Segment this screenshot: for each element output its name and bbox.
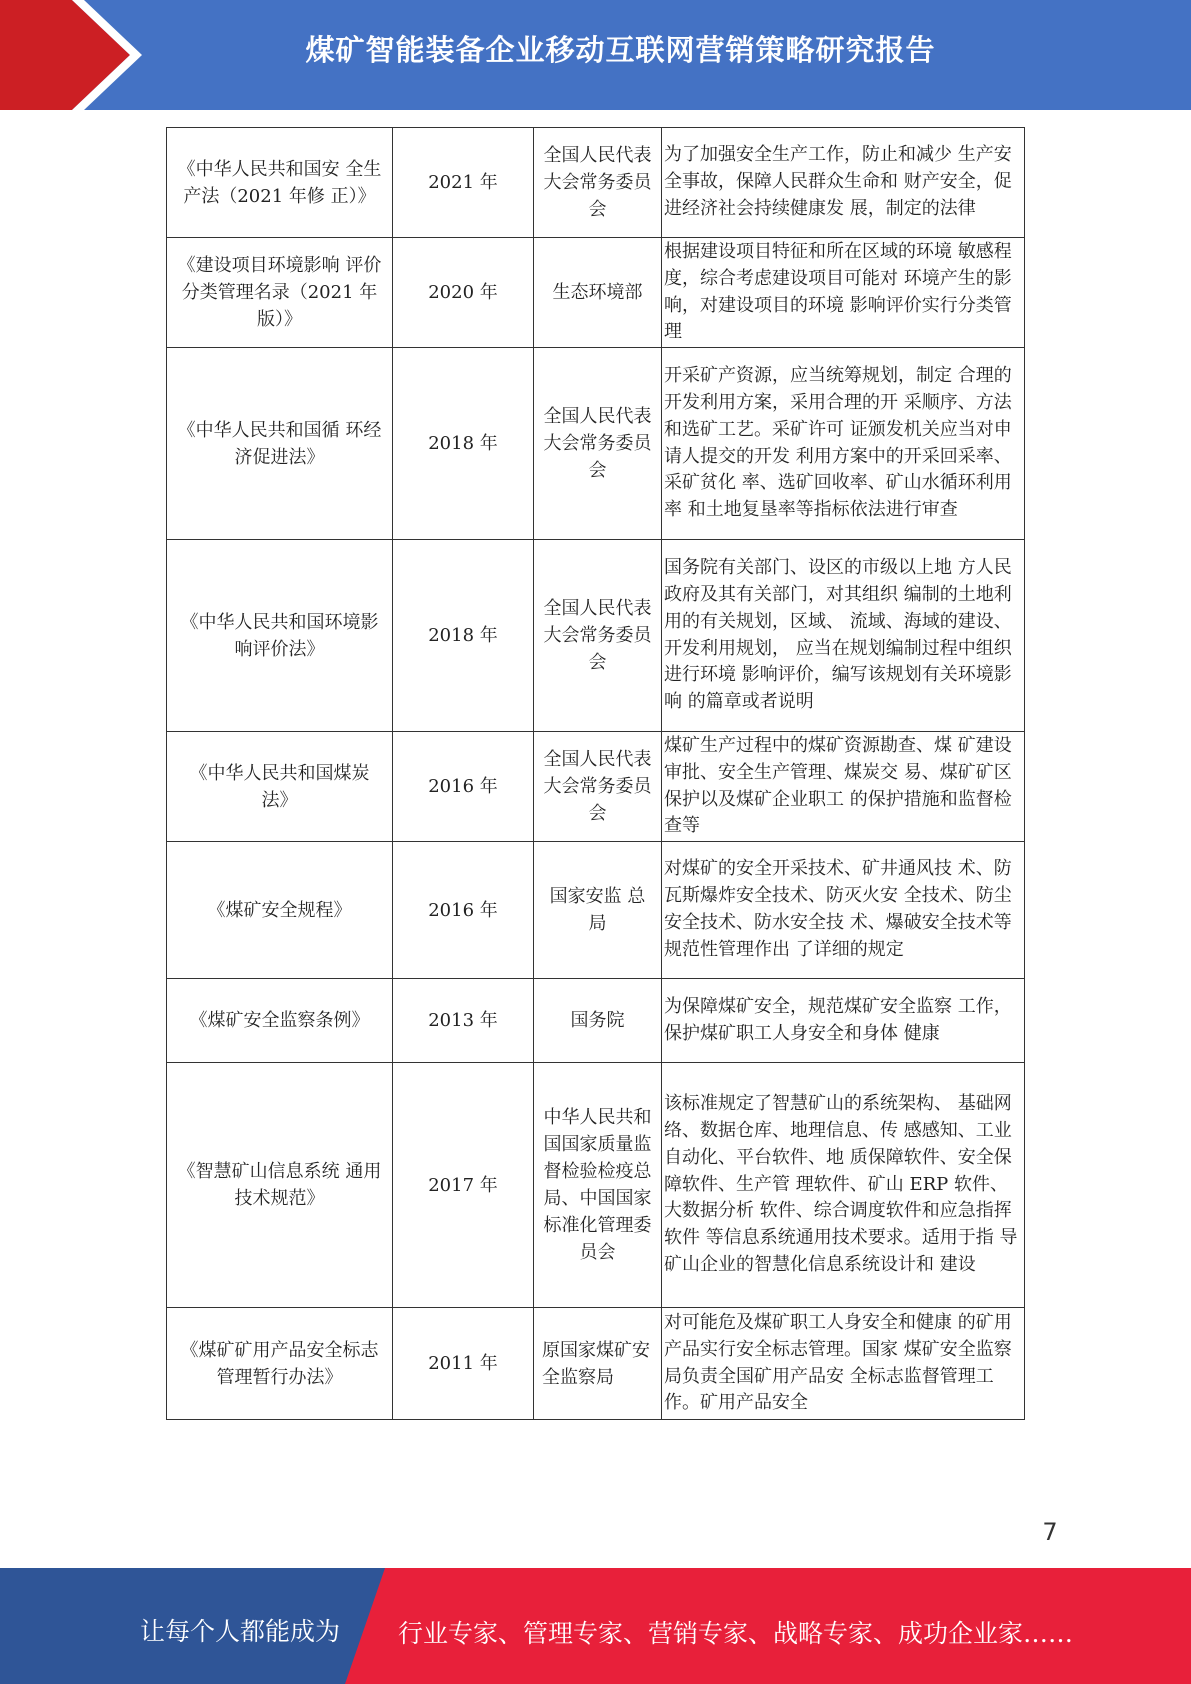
report-title: 煤矿智能装备企业移动互联网营销策略研究报告 [305,33,936,67]
table-row [167,1308,1025,1420]
law-issuer: 国家安监 总局 [534,842,662,979]
law-name: 《中华人民共和国煤炭法》 [167,732,393,842]
law-issuer: 全国人民代表大会常务委员会 [534,732,662,842]
law-name: 《煤矿矿用产品安全标志管理暂行办法》 [167,1308,393,1420]
table-row [167,1063,1025,1308]
law-description: 国务院有关部门、设区的市级以上地 方人民政府及其有关部门，对其组织 编制的土地利用的有关规划，区域、 流域、海域的建设、开发利用规划， 应当在规划编制过程中组织进行环境 影响评价，编写该规划有关环境影响 的篇章或者说明 [662,540,1025,732]
table-row [167,979,1025,1063]
law-name: 《煤矿安全规程》 [167,842,393,979]
law-issuer: 国务院 [534,979,662,1063]
header-arrow-decoration [0,0,160,110]
law-year: 2018 年 [393,540,534,732]
law-issuer: 全国人民代表大会常务委员会 [534,348,662,540]
law-description: 为保障煤矿安全，规范煤矿安全监察 工作，保护煤矿职工人身安全和身体 健康 [662,979,1025,1063]
law-description: 煤矿生产过程中的煤矿资源勘查、煤 矿建设审批、安全生产管理、煤炭交 易、煤矿矿区保护以及煤矿企业职工 的保护措施和监督检查等 [662,732,1025,842]
law-description: 开采矿产资源，应当统筹规划，制定 合理的开发利用方案，采用合理的开 采顺序、方法和选矿工艺。采矿许可 证颁发机关应当对申请人提交的开发 利用方案中的开采回采率、采矿贫化 率、选矿回收率、矿山水循环利用率 和土地复垦率等指标依法进行审查 [662,348,1025,540]
law-issuer: 中华人民共和国国家质量监督检验检疫总局、中国国家标准化管理委员会 [534,1063,662,1308]
table-row [167,540,1025,732]
law-issuer: 全国人民代表大会常务委员会 [534,540,662,732]
law-issuer: 全国人民代表大会常务委员会 [534,128,662,238]
law-name: 《煤矿安全监察条例》 [167,979,393,1063]
table-row [167,128,1025,238]
law-description: 为了加强安全生产工作，防止和减少 生产安全事故，保障人民群众生命和 财产安全，促进经济社会持续健康发 展，制定的法律 [662,128,1025,238]
law-year: 2017 年 [393,1063,534,1308]
law-name: 《中华人民共和国环境影响评价法》 [167,540,393,732]
law-issuer: 生态环境部 [534,238,662,348]
page-footer [0,1568,1191,1684]
law-issuer: 原国家煤矿安全监察局 [534,1308,662,1420]
law-name: 《中华人民共和国安 全生产法（2021 年修 正）》 [167,128,393,238]
law-name: 《中华人民共和国循 环经济促进法》 [167,348,393,540]
law-description: 根据建设项目特征和所在区域的环境 敏感程度，综合考虑建设项目可能对 环境产生的影响，对建设项目的环境 影响评价实行分类管理 [662,238,1025,348]
table-row [167,238,1025,348]
table-row [167,348,1025,540]
law-year: 2020 年 [393,238,534,348]
regulations-table [166,127,1024,1420]
law-year: 2018 年 [393,348,534,540]
law-description: 该标准规定了智慧矿山的系统架构、 基础网络、数据仓库、地理信息、传 感感知、工业自动化、平台软件、地 质保障软件、安全保障软件、生产管 理软件、矿山 ERP 软件、大数据分析 软件、综合调度软件和应急指挥软件 等信息系统通用技术要求。适用于指 导矿山企业的智慧化信息系统设计和 建设 [662,1063,1025,1308]
law-year: 2011 年 [393,1308,534,1420]
law-year: 2021 年 [393,128,534,238]
law-year: 2016 年 [393,732,534,842]
table-row [167,732,1025,842]
law-name: 《建设项目环境影响 评价分类管理名录（2021 年版）》 [167,238,393,348]
page-header [0,0,1191,110]
law-description: 对煤矿的安全开采技术、矿井通风技 术、防瓦斯爆炸安全技术、防灭火安 全技术、防尘安全技术、防水安全技 术、爆破安全技术等规范性管理作出 了详细的规定 [662,842,1025,979]
page-number: 7 [1042,1518,1058,1546]
law-name: 《智慧矿山信息系统 通用技术规范》 [167,1063,393,1308]
table-row [167,842,1025,979]
law-year: 2013 年 [393,979,534,1063]
footer-slogan-right: 行业专家、管理专家、营销专家、战略专家、成功企业家…… [398,1619,1074,1648]
law-year: 2016 年 [393,842,534,979]
law-description: 对可能危及煤矿职工人身安全和健康 的矿用产品实行安全标志管理。国家 煤矿安全监察局负责全国矿用产品安 全标志监督管理工作。矿用产品安全 [662,1308,1025,1420]
footer-slogan-left: 让每个人都能成为 [140,1617,341,1646]
